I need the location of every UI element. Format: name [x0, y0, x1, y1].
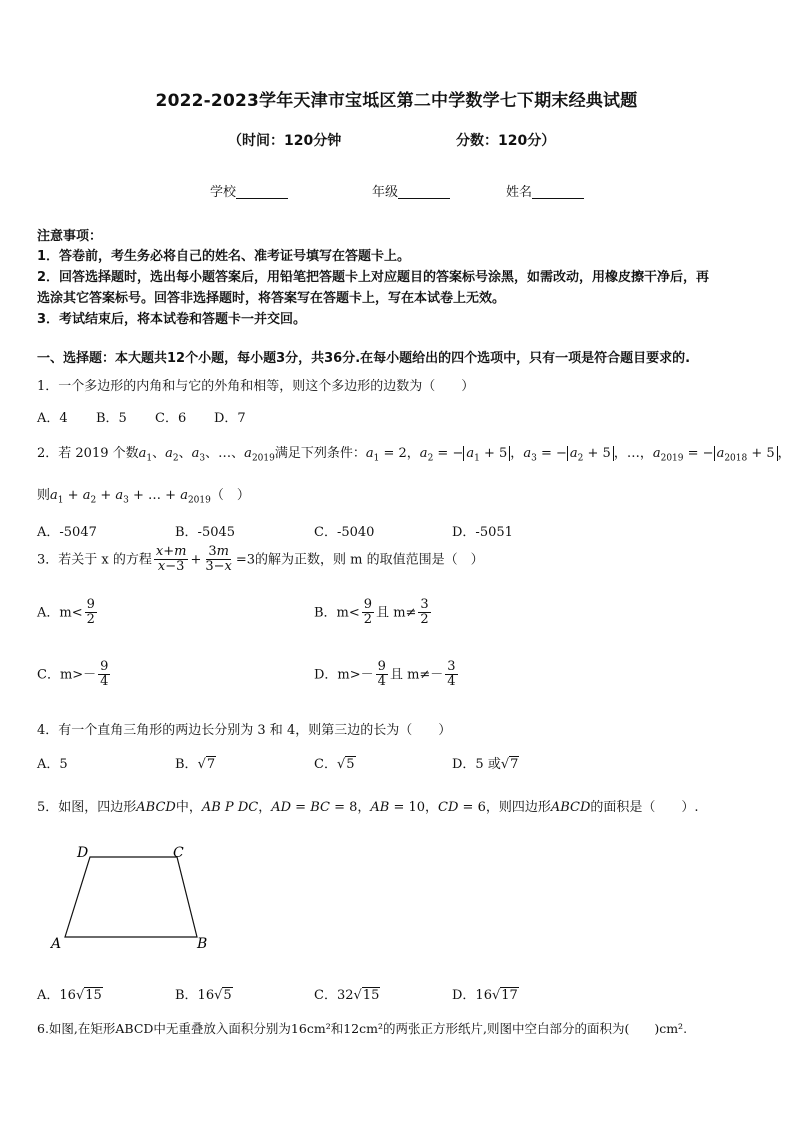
q3-option-c: C．m>－ $\frac{9}{4}$ [37, 659, 109, 690]
notice-item: 1．答卷前，考生务必将自己的姓名、准考证号填写在答题卡上。 [37, 249, 411, 264]
q2-option-c: C．-5040 [314, 525, 375, 540]
notice-heading: 注意事项： [37, 229, 103, 244]
question-4-stem: 4．有一个直角三角形的两边长分别为 3 和 4，则第三边的长为（ ） [37, 723, 452, 738]
trapezoid-figure [45, 840, 215, 955]
q3-option-b: B．m< $\frac{9}{2}$ 且 m≠ $\frac{3}{2}$ [314, 597, 429, 628]
q5-option-a: A．16√15 [37, 988, 102, 1003]
notice-item: 选涂其它答案标号。回答非选择题时，将答案写在答题卡上，写在本试卷上无效。 [37, 291, 506, 306]
vertex-label-d: D [77, 845, 89, 861]
vertex-label-b: B [197, 936, 208, 952]
notice-item: 3．考试结束后，将本试卷和答题卡一并交回。 [37, 312, 307, 327]
vertex-label-a: A [51, 936, 62, 952]
q2-option-b: B．-5045 [175, 525, 236, 540]
question-5-stem: 5．如图，四边形ABCD中，AB P DC，AD = BC = 8，AB = 10，CD = 6，则四边形ABCD的面积是（ ）. [37, 800, 699, 815]
q4-option-b: B．√7 [175, 757, 216, 772]
q2-option-a: A．-5047 [37, 525, 97, 540]
score-label: 分数：120分） [456, 133, 556, 149]
q3-option-a: A．m< $\frac{9}{2}$ [37, 597, 95, 628]
q1-option-c: C．6 [155, 411, 187, 426]
section-heading: 一、选择题：本大题共12个小题，每小题3分，共36分.在每小题给出的四个选项中，只有一项是符合题目要求的. [37, 351, 691, 366]
q4-option-d: D．5 或√7 [452, 757, 519, 772]
vertex-label-c: C [173, 845, 184, 861]
trapezoid-shape [65, 857, 197, 937]
school-field: 学校 [210, 181, 288, 200]
q4-option-c: C．√5 [314, 757, 355, 772]
q1-option-a: A．4 [37, 411, 68, 426]
q2-option-d: D．-5051 [452, 525, 513, 540]
q4-option-a: A．5 [37, 757, 68, 772]
question-2-ask: 则$a_1 + a_2 + a_3$ + … + $a_{2019}$（ ） [37, 488, 250, 506]
q3-option-d: D．m>－ $\frac{9}{4}$ 且 m≠－ $\frac{3}{4}$ [314, 659, 456, 690]
q5-option-d: D．16√17 [452, 988, 518, 1003]
question-2-stem: 2．若 2019 个数$a_1$、$a_2$、$a_3$、…、$a_{2019}$满足下列条件：$a_1 = 2$，$a_2$ = − $a_1 + 5$ ，$a_3$ = − $a_2 + 5$ ，…，$a_{2019}$ = − $a_{2018} + 5$ ， [37, 446, 791, 464]
grade-field: 年级 [372, 181, 450, 200]
question-6-stem: 6.如图,在矩形ABCD中无重叠放入面积分别为16cm²和12cm²的两张正方形纸片,则图中空白部分的面积为( )cm². [37, 1021, 688, 1036]
q1-option-d: D．7 [214, 411, 246, 426]
page-title: 2022-2023学年天津市宝坻区第二中学数学七下期末经典试题 [155, 91, 638, 111]
question-1-stem: 1．一个多边形的内角和与它的外角和相等，则这个多边形的边数为（ ） [37, 379, 475, 394]
time-label: （时间：120分钟 [228, 133, 342, 149]
question-3-stem: 3．若关于 x 的方程 $\frac{x+m}{x-3}$ + $\frac{3m}{3-x}$ =3的解为正数，则 m 的取值范围是（ ） [37, 544, 484, 575]
q5-option-b: B．16√5 [175, 988, 232, 1003]
q1-option-b: B．5 [96, 411, 127, 426]
notice-item: 2．回答选择题时，选出每小题答案后，用铅笔把答题卡上对应题目的答案标号涂黑，如需改动，用橡皮擦干净后，再 [37, 270, 710, 285]
name-field: 姓名 [506, 181, 584, 200]
q5-option-c: C．32√15 [314, 988, 380, 1003]
